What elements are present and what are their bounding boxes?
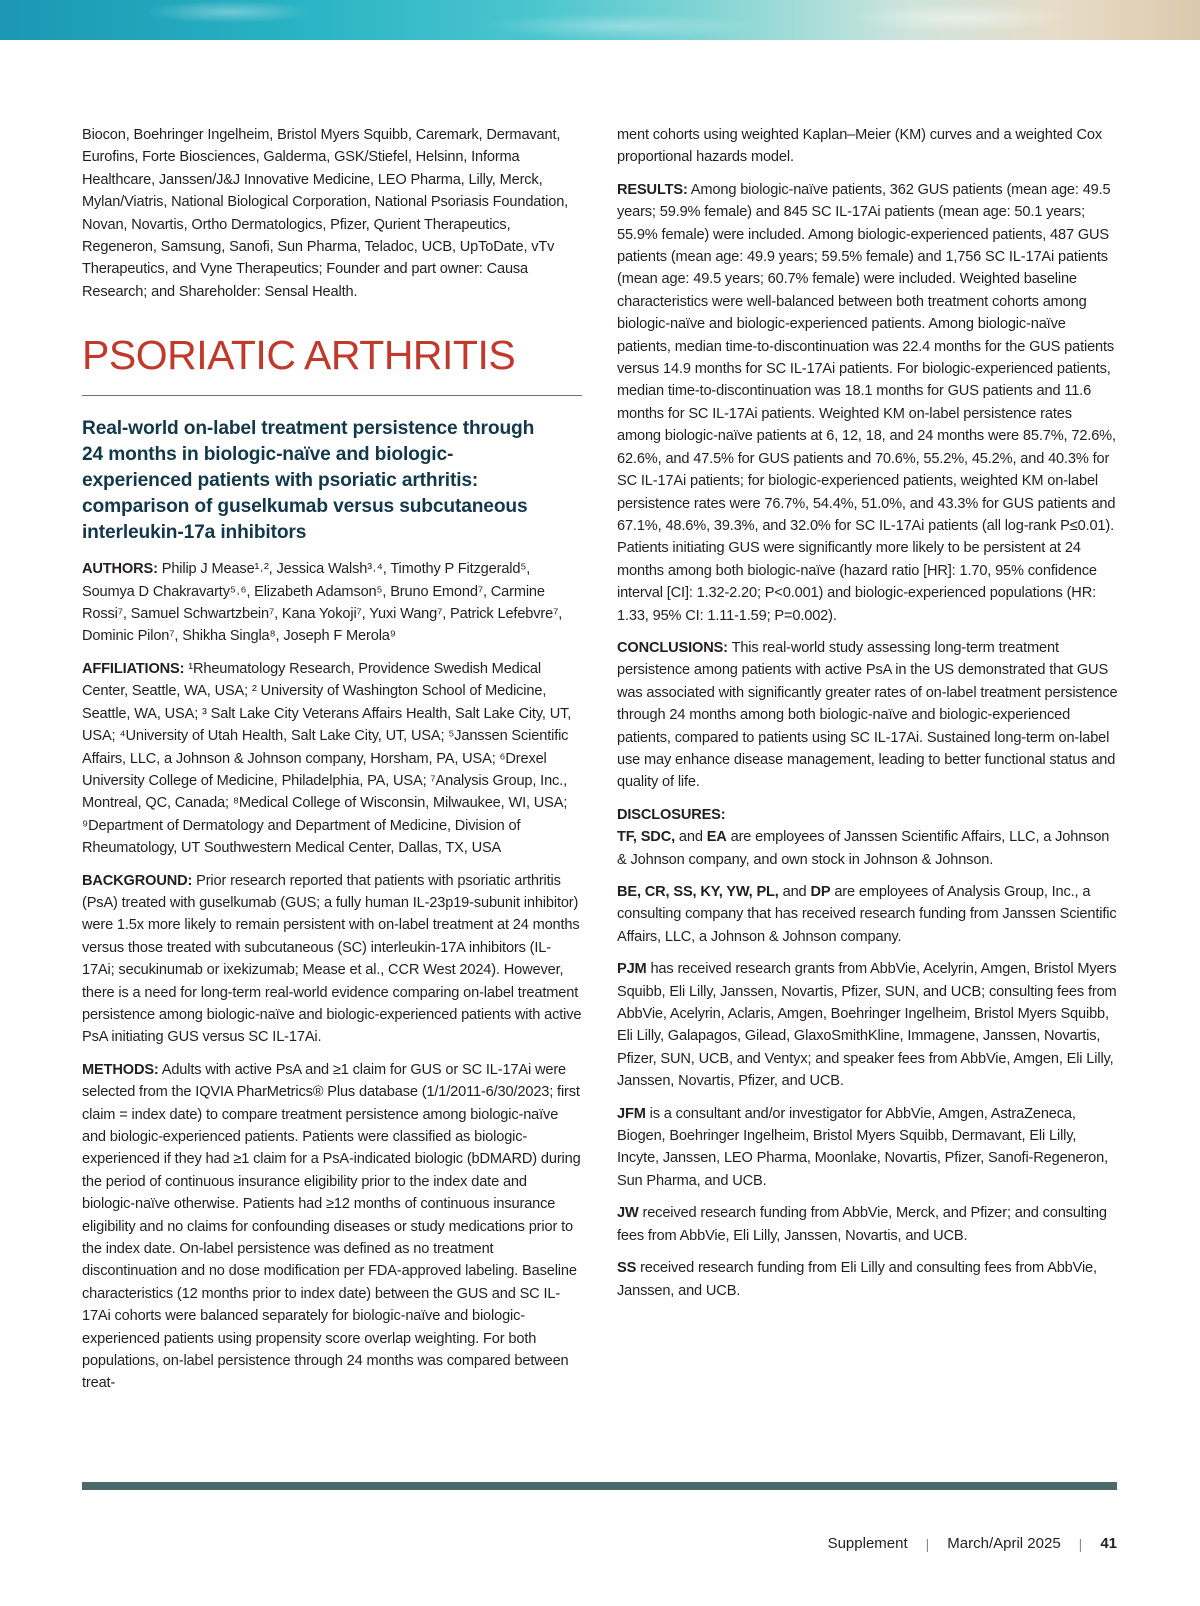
- disclosure-item: [617, 958, 1119, 1092]
- disclosure-names: DP: [810, 884, 831, 900]
- methods-paragraph: [82, 1059, 582, 1395]
- results-text: Among biologic-naïve patients, 362 GUS patients (mean age: 49.5 years; 59.9% female) and 845 SC IL-17Ai patients (mean age: 50.1 years; 55.9% female) were included. Among biologic-experienced patients, 487 GUS patients (mean age: 49.9 years; 59.5% female) and 1,756 SC IL-17Ai patients (mean age: 49.5 years; 60.7% female) were included. Weighted baseline characteristics were well-balanced between both treatment cohorts among biologic-naïve and biologic-experienced patients. Among biologic-naïve patients, median time-to-discontinuation was 22.4 months for the GUS patients versus 14.9 months for SC IL-17Ai patients. For biologic-experienced patients, median time-to-discontinuation was 18.1 months for GUS patients and 11.6 months for SC IL-17Ai patients. Weighted KM on-label persistence rates among biologic-naïve patients at 6, 12, 18, and 24 months were 85.7%, 72.6%, 62.6%, and 47.5% for GUS patients and 70.6%, 55.2%, 45.2%, and 40.3% for SC IL-17Ai patients; for biologic-experienced patients, weighted KM on-label persistence rates were 76.7%, 54.4%, 51.0%, and 43.3% for GUS patients and 67.1%, 48.6%, 39.3%, and 32.0% for SC IL-17Ai patients (all log-rank P≤0.01). Patients initiating GUS were significantly more likely to be persistent at 24 months among both biologic-naïve (hazard ratio [HR]: 1.70, 95% confidence interval [CI]: 1.32-2.20; P<0.001) and biologic-experienced populations (HR: 1.33, 95% CI: 1.11-1.59; P=0.002).: [617, 181, 1116, 624]
- affiliations-label: AFFILIATIONS:: [82, 660, 185, 677]
- authors-label: AUTHORS:: [82, 561, 158, 578]
- disclosure-item: [617, 1257, 1119, 1302]
- page-number: 41: [1100, 1535, 1117, 1552]
- affiliations-paragraph: [82, 658, 582, 860]
- footer-date: March/April 2025: [947, 1535, 1061, 1552]
- results-paragraph: [617, 179, 1119, 627]
- conclusions-text: This real-world study assessing long-term treatment persistence among patients with active PsA in the US demonstrated that GUS was associated with significantly greater rates of on-label treatment persistence through 24 months among both biologic-naïve and biologic-experienced patients, compared to patients using SC IL-17Ai. Sustained long-term on-label use may enhance disease management, leading to better functional status and quality of life.: [617, 639, 1118, 791]
- footer-separator: |: [1078, 1535, 1083, 1552]
- disclosure-item: [617, 826, 1119, 871]
- bottom-divider-bar: [82, 1482, 1117, 1490]
- disclosure-text: are employees of Janssen Scientific Affairs, LLC, a Johnson & Johnson company, and own stock in Johnson & Johnson.: [617, 829, 1110, 868]
- disclosure-item: [617, 1202, 1119, 1247]
- header-banner: [0, 0, 1200, 40]
- disclosure-names: JW: [617, 1205, 639, 1222]
- authors-paragraph: [82, 558, 582, 648]
- section-title: PSORIATIC ARTHRITIS: [82, 332, 516, 379]
- article-title: Real-world on-label treatment persistence through 24 months in biologic-naïve and biologic-experienced patients with psoriatic arthritis: comparison of guselkumab versus subcutaneous interleukin-17a inhibitors: [82, 418, 535, 544]
- footer-separator: |: [925, 1535, 930, 1552]
- section-divider: [82, 395, 582, 396]
- disclosure-text: is a consultant and/or investigator for AbbVie, Amgen, AstraZeneca, Biogen, Boehringer Ingelheim, Bristol Myers Squibb, Dermavant, Eli Lilly, Incyte, Janssen, LEO Pharma, Moonlake, Novartis, Pfizer, Sanofi-Regeneron, Sun Pharma, and UCB.: [617, 1105, 1109, 1189]
- background-text: Prior research reported that patients with psoriatic arthritis (PsA) treated with guselkumab (GUS; a fully human IL-23p19-subunit inhibitor) were 1.5x more likely to remain persistent with on-label treatment at 24 months versus those treated with subcutaneous (SC) interleukin-17A inhibitors (IL-17Ai; secukinumab or ixekizumab; Mease et al., CCR West 2024). However, there is a need for long-term real-world evidence comparing on-label treatment persistence among biologic-naïve and biologic-experienced patients with active PsA initiating GUS versus SC IL-17Ai.: [82, 872, 582, 1046]
- disclosure-names: SS: [617, 1260, 637, 1277]
- disclosure-item: [617, 881, 1119, 948]
- page-footer: [828, 1535, 1117, 1552]
- background-paragraph: [82, 870, 582, 1049]
- disclosure-names: BE, CR, SS, KY, YW, PL,: [617, 884, 779, 900]
- disclosure-names: EA: [706, 829, 727, 846]
- disclosure-item: [617, 1103, 1119, 1193]
- left-column: [82, 124, 582, 1405]
- disclosure-text: received research funding from AbbVie, Merck, and Pfizer; and consulting fees from AbbVie, Eli Lilly, Janssen, Novartis, and UCB.: [617, 1205, 1107, 1244]
- disclosures-label: DISCLOSURES:: [617, 806, 726, 823]
- disclosure-names: TF, SDC,: [617, 829, 675, 846]
- disclosure-text: are employees of Analysis Group, Inc., a consulting company that has received research funding from Janssen Scientific Affairs, LLC, a Johnson & Johnson company.: [617, 884, 1117, 945]
- footer-journal: Supplement: [827, 1535, 908, 1552]
- methods-continued: ment cohorts using weighted Kaplan–Meier (KM) curves and a weighted Cox proportional hazards model.: [617, 127, 1102, 166]
- methods-text: Adults with active PsA and ≥1 claim for GUS or SC IL-17Ai were selected from the IQVIA PharMetrics® Plus database (1/1/2011-6/30/2023; first claim = index date) to compare treatment persistence among biologic-naïve and biologic-experienced patients. Patients were classified as biologic-experienced if they had ≥1 claim for a PsA-indicated biologic (bDMARD) during the period of continuous insurance eligibility prior to the index date and biologic-naïve otherwise. Patients had ≥12 months of continuous insurance eligibility and no claims for confounding diseases or study medications prior to the index date. On-label persistence was defined as no treatment discontinuation and no dose modification per FDA-approved labeling. Baseline characteristics (12 months prior to index date) between the GUS and SC IL-17Ai cohorts were balanced separately for biologic-naïve and biologic-experienced patients using propensity score overlap weighting. For both populations, on-label persistence through 24 months was compared between treat-: [82, 1061, 581, 1392]
- affiliations-text: ¹Rheumatology Research, Providence Swedish Medical Center, Seattle, WA, USA; ² University of Washington School of Medicine, Seattle, WA, USA; ³ Salt Lake City Veterans Affairs Health, Salt Lake City, UT, USA; ⁴University of Utah Health, Salt Lake City, UT, USA; ⁵Janssen Scientific Affairs, LLC, a Johnson & Johnson company, Horsham, PA, USA; ⁶Drexel University College of Medicine, Philadelphia, PA, USA; ⁷Analysis Group, Inc., Montreal, QC, Canada; ⁸Medical College of Wisconsin, Milwaukee, WI, USA; ⁹Department of Dermatology and Department of Medicine, Division of Rheumatology, UT Southwestern Medical Center, Dallas, TX, USA: [82, 660, 572, 857]
- right-column: [617, 124, 1119, 1312]
- results-label: RESULTS:: [617, 181, 688, 198]
- disclosure-conj: and: [778, 884, 811, 900]
- intro-paragraph: Biocon, Boehringer Ingelheim, Bristol Myers Squibb, Caremark, Dermavant, Eurofins, Forte Biosciences, Galderma, GSK/Stiefel, Helsinn, Informa Healthcare, Janssen/J&J Innovative Medicine, LEO Pharma, Lilly, Merck, Mylan/Viatris, National Biological Corporation, National Psoriasis Foundation, Novan, Novartis, Ortho Dermatologics, Pfizer, Qurient Therapeutics, Regeneron, Samsung, Sanofi, Sun Pharma, Teladoc, UCB, UpToDate, vTv Therapeutics, and Vyne Therapeutics; Founder and part owner: Causa Research; and Shareholder: Sensal Health.: [82, 127, 569, 300]
- disclosure-text: has received research grants from AbbVie, Acelyrin, Amgen, Bristol Myers Squibb, Eli Lilly, Janssen, Novartis, Pfizer, SUN, and UCB; consulting fees from AbbVie, Acelyrin, Aclaris, Amgen, Boehringer Ingelheim, Bristol Myers Squibb, Eli Lilly, Galapagos, Gilead, GlaxoSmithKline, Immagene, Janssen, Novartis, Pfizer, SUN, UCB, and Ventyx; and speaker fees from AbbVie, Amgen, Eli Lilly, Janssen, Novartis, Pfizer, and UCB.: [617, 961, 1117, 1090]
- conclusions-label: CONCLUSIONS:: [617, 639, 728, 656]
- background-label: BACKGROUND:: [82, 872, 193, 889]
- disclosure-names: JFM: [617, 1105, 646, 1122]
- disclosure-names: PJM: [617, 961, 647, 978]
- conclusions-paragraph: [617, 637, 1119, 794]
- disclosure-text: received research funding from Eli Lilly and consulting fees from AbbVie, Janssen, and UCB.: [617, 1260, 1097, 1299]
- authors-text: Philip J Mease¹˒², Jessica Walsh³˒⁴, Timothy P Fitzgerald⁵, Soumya D Chakravarty⁵˒⁶, Elizabeth Adamson⁵, Bruno Emond⁷, Carmine Rossi⁷, Samuel Schwartzbein⁷, Kana Yokoji⁷, Yuxi Wang⁷, Patrick Lefebvre⁷, Dominic Pilon⁷, Shikha Singla⁸, Joseph F Merola⁹: [82, 561, 563, 645]
- disclosure-conj: and: [675, 829, 707, 846]
- methods-label: METHODS:: [82, 1061, 159, 1078]
